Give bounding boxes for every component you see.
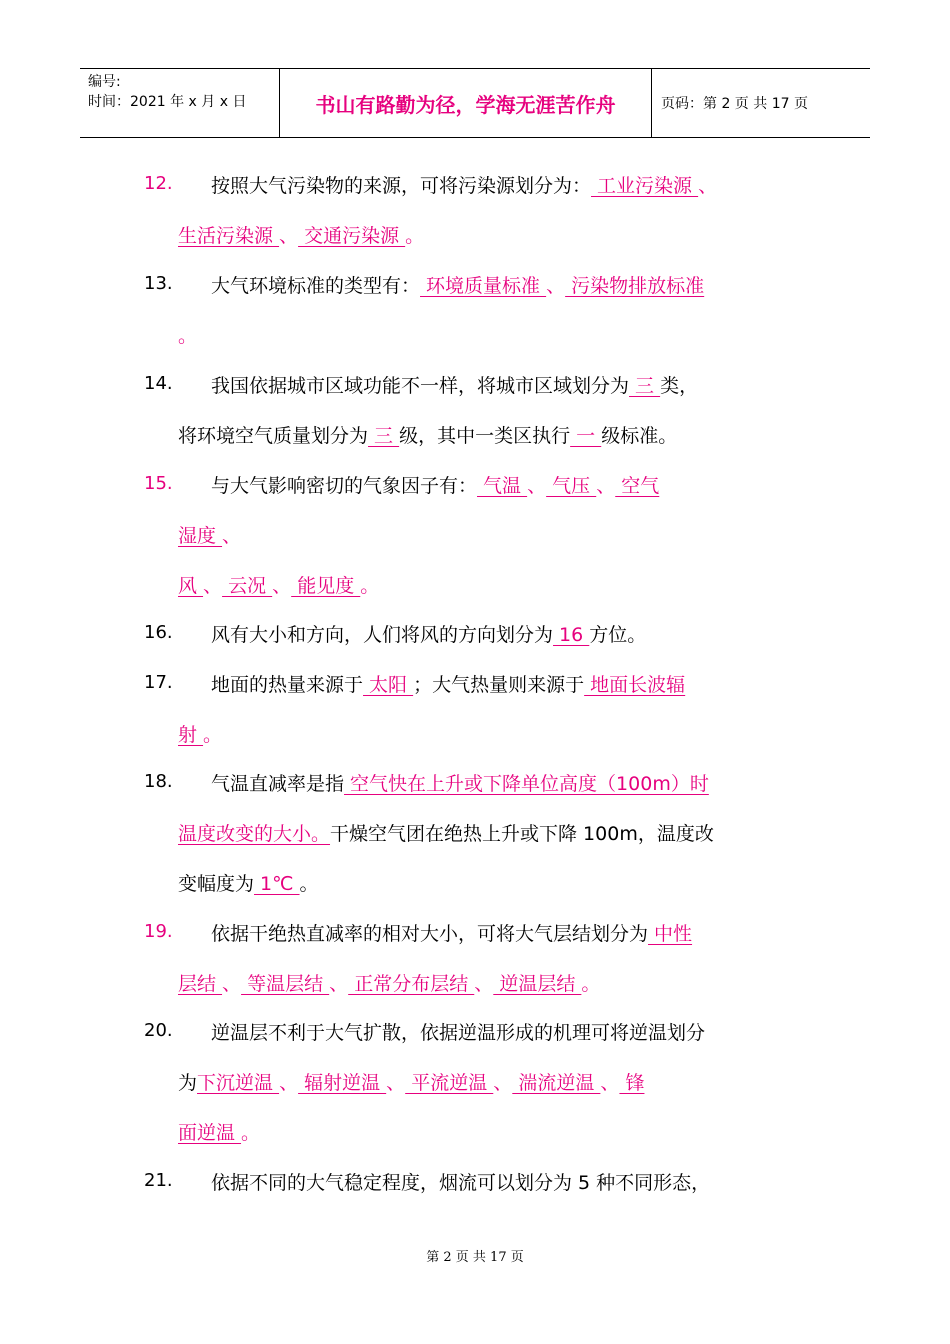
q12-sep: 、 [698,175,718,197]
q16-line1 [211,620,646,647]
q15-line1 [211,471,659,498]
q18-answer-1-cont: 温度改变的大小。 [178,823,331,845]
q15-sep: 、 [222,525,242,547]
q15-answer-2: 气压 [546,475,597,497]
q14-text: 我国依据城市区域功能不一样，将城市区域划分为 [211,375,630,397]
q15-end: 。 [360,575,380,597]
q19-number: 19. [144,921,173,942]
q20-sep: 、 [493,1072,513,1094]
q15-sep: 、 [596,475,616,497]
q17-line1 [211,670,685,697]
q18-answer-2: 1℃ [254,873,300,895]
q16-number: 16. [144,622,173,643]
q14-answer-1: 三 [629,375,661,397]
q21-text: 依据不同的大气稳定程度，烟流可以划分为 5 种不同形态， [211,1172,711,1194]
q12-text: 按照大气污染物的来源，可将污染源划分为： [211,175,592,197]
q17-text: ；大气热量则来源于 [413,674,585,696]
q19-answer-4: 逆温层结 [493,973,582,995]
q19-text: 依据干绝热直减率的相对大小，可将大气层结划分为 [211,923,649,945]
q14-number: 14. [144,373,173,394]
code-label: 编号: [88,74,121,90]
q18-line2 [178,819,714,846]
q15-line3 [178,571,379,598]
q21-number: 21. [144,1170,173,1191]
q15-sep: 、 [272,575,292,597]
q18-line3 [178,869,319,896]
q12-line2 [178,221,424,248]
q20-text: 逆温层不利于大气扩散，依据逆温形成的机理可将逆温划分 [211,1022,706,1044]
q17-line2 [178,720,222,747]
q20-line3 [178,1118,260,1145]
q16-text: 方位。 [589,624,647,646]
q13-answer-2: 污染物排放标准 [565,275,705,297]
q12-answer-1: 工业污染源 [591,175,699,197]
q19-answer-2: 等温层结 [241,973,330,995]
q15-sep: 、 [527,475,547,497]
q13-line1 [211,271,704,298]
q18-text: 气温直减率是指 [211,773,345,795]
q20-answer-5-cont: 面逆温 [178,1122,242,1144]
q14-text: 级，其中一类区执行 [399,425,571,447]
time-label: 时间：2021 年 x 月 x 日 [88,94,247,110]
q18-line1 [211,769,709,796]
header-motto: 书山有路勤为径，学海无涯苦作舟 [280,69,652,137]
q17-answer-2-cont: 射 [178,724,204,746]
q19-sep: 、 [222,973,242,995]
q13-number: 13. [144,273,173,294]
q19-end: 。 [581,973,601,995]
q20-number: 20. [144,1020,173,1041]
q14-answer-2: 三 [368,425,400,447]
q15-answer-4: 风 [178,575,204,597]
q21-line1 [211,1168,710,1195]
q20-sep: 、 [279,1072,299,1094]
q19-sep: 、 [474,973,494,995]
q18-end: 。 [299,873,319,895]
q12-sep: 、 [279,225,299,247]
q17-number: 17. [144,672,173,693]
q13-sep: 、 [546,275,566,297]
q14-text: 将环境空气质量划分为 [178,425,369,447]
q14-text: 类， [660,375,699,397]
q15-line2 [178,521,241,548]
header-meta [80,69,280,137]
header-page-info: 页码：第 2 页 共 17 页 [661,96,808,112]
q20-answer-3: 平流逆温 [405,1072,494,1094]
q20-text: 为 [178,1072,198,1094]
q16-text: 风有大小和方向，人们将风的方向划分为 [211,624,554,646]
q15-answer-5: 云况 [222,575,273,597]
q15-sep: 、 [203,575,223,597]
q15-text: 与大气影响密切的气象因子有： [211,475,478,497]
q18-text: 干燥空气团在绝热上升或下降 100m，温度改 [330,823,714,845]
q17-answer-1: 太阳 [363,674,414,696]
q12-answer-2: 生活污染源 [178,225,280,247]
q20-answer-1: 下沉逆温 [197,1072,280,1094]
q12-line1 [211,171,717,198]
q17-text: 地面的热量来源于 [211,674,364,696]
q20-answer-5: 锋 [619,1072,645,1094]
q19-sep: 、 [329,973,349,995]
q15-answer-3-cont: 湿度 [178,525,223,547]
q15-answer-3: 空气 [615,475,660,497]
q17-answer-2: 地面长波辐 [584,674,686,696]
page-footer: 第 2 页 共 17 页 [426,1250,524,1265]
q12-end: 。 [405,225,425,247]
q20-answer-2: 辐射逆温 [298,1072,387,1094]
q15-answer-6: 能见度 [291,575,361,597]
q19-answer-3: 正常分布层结 [348,973,475,995]
q19-line2 [178,969,600,996]
q13-answer-1: 环境质量标准 [420,275,547,297]
q14-answer-3: 一 [570,425,602,447]
q17-end: 。 [203,724,223,746]
q14-line1 [211,371,698,398]
q19-line1 [211,919,692,946]
q20-line1 [211,1018,705,1045]
q20-end: 。 [241,1122,261,1144]
q15-answer-1: 气温 [477,475,528,497]
q20-line2 [178,1068,644,1095]
q12-answer-3: 交通污染源 [298,225,406,247]
q16-answer-1: 16 [553,624,590,646]
q18-number: 18. [144,771,173,792]
q15-number: 15. [144,473,173,494]
q20-sep: 、 [386,1072,406,1094]
q18-text: 变幅度为 [178,873,255,895]
q12-number: 12. [144,173,173,194]
q14-line2 [178,421,677,448]
q20-answer-4: 湍流逆温 [512,1072,601,1094]
page-header [80,68,870,138]
q19-answer-1-cont: 层结 [178,973,223,995]
q13-text: 大气环境标准的类型有： [211,275,421,297]
q13-end: 。 [178,325,198,347]
q18-answer-1: 空气快在上升或下降单位高度（100m）时 [344,773,709,795]
q20-sep: 、 [600,1072,620,1094]
q19-answer-1: 中性 [648,923,693,945]
q14-text: 级标准。 [601,425,678,447]
